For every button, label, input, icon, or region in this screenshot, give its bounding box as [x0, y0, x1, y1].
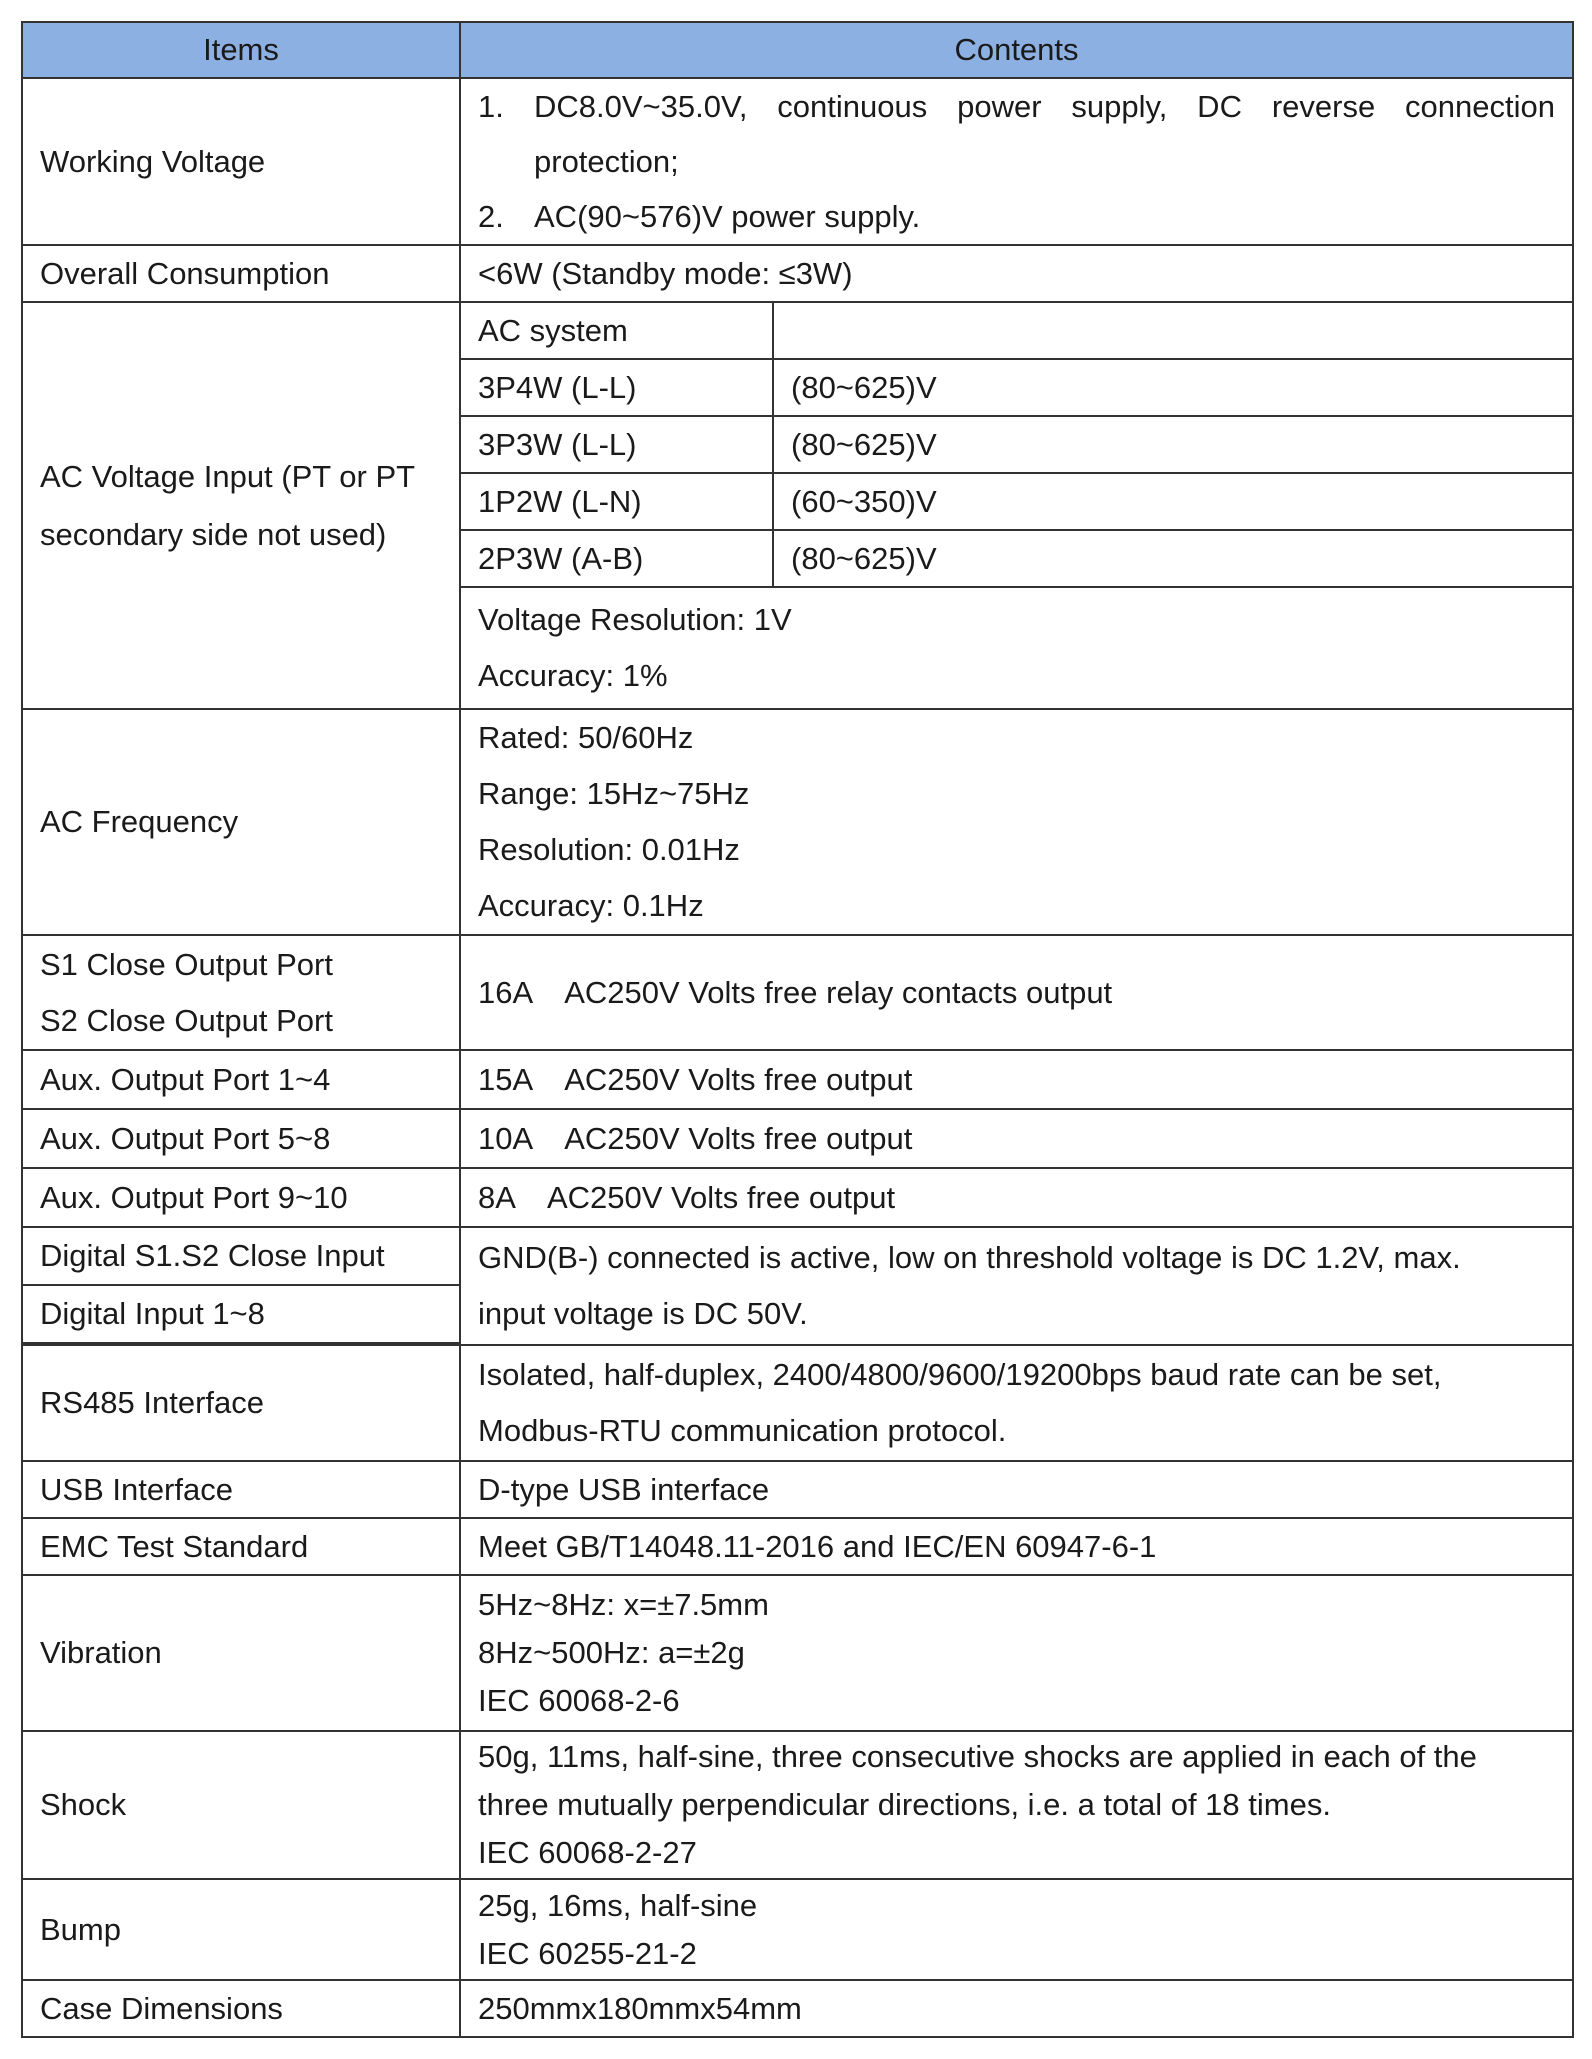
- ac-system-range: (80~625)V: [773, 530, 1573, 587]
- digital-input-value-line1: GND(B-) connected is active, low on threshold voltage is DC 1.2V, max.: [478, 1240, 1461, 1275]
- ac-system-name: 3P3W (L-L): [460, 416, 773, 473]
- header-contents: Contents: [460, 22, 1573, 78]
- frequency-rated: Rated: 50/60Hz: [478, 720, 694, 755]
- table-row-case-dimensions: [22, 1980, 1573, 2037]
- ac-system-row: [460, 359, 1573, 416]
- emc-label: EMC Test Standard: [22, 1518, 460, 1575]
- table-row-aux-5-8: [22, 1109, 1573, 1168]
- table-row-ac-frequency: [22, 709, 1573, 935]
- overall-consumption-value: <6W (Standby mode: ≤3W): [460, 245, 1573, 302]
- frequency-accuracy: Accuracy: 0.1Hz: [478, 888, 704, 923]
- vibration-label: Vibration: [22, 1575, 460, 1731]
- table-row-rs485: [22, 1345, 1573, 1461]
- vibration-line: 8Hz~500Hz: a=±2g: [478, 1635, 745, 1670]
- ac-system-name: 1P2W (L-N): [460, 473, 773, 530]
- frequency-resolution: Resolution: 0.01Hz: [478, 832, 740, 867]
- close-output-label-s2: S2 Close Output Port: [40, 1002, 333, 1038]
- ac-voltage-input-label-line1: AC Voltage Input (PT or PT: [40, 458, 416, 494]
- working-voltage-item-1: [478, 79, 1555, 189]
- list-text: DC8.0V~35.0V, continuous power supply, DC reverse connection protection;: [534, 89, 1555, 179]
- bump-label: Bump: [22, 1879, 460, 1980]
- table-row-emc: [22, 1518, 1573, 1575]
- bump-value: [460, 1879, 1573, 1980]
- ac-frequency-label: AC Frequency: [22, 709, 460, 935]
- case-dimensions-value: 250mmx180mmx54mm: [460, 1980, 1573, 2037]
- bump-line: IEC 60255-21-2: [478, 1935, 697, 1971]
- working-voltage-value: [460, 78, 1573, 245]
- emc-value: Meet GB/T14048.11-2016 and IEC/EN 60947-6-1: [460, 1518, 1573, 1575]
- vibration-line: 5Hz~8Hz: x=±7.5mm: [478, 1587, 769, 1622]
- ac-voltage-input-label-line2: secondary side not used): [40, 516, 387, 552]
- close-output-label: [22, 935, 460, 1050]
- ac-system-range: (60~350)V: [773, 473, 1573, 530]
- aux-1-4-label: Aux. Output Port 1~4: [22, 1050, 460, 1109]
- ac-system-name: 2P3W (A-B): [460, 530, 773, 587]
- aux-9-10-label: Aux. Output Port 9~10: [22, 1168, 460, 1227]
- table-row-bump: [22, 1879, 1573, 1980]
- ac-voltage-input-value: [460, 302, 1573, 709]
- close-output-label-s1: S1 Close Output Port: [40, 946, 333, 982]
- voltage-resolution: Voltage Resolution: 1V: [478, 602, 792, 637]
- rs485-value: [460, 1345, 1573, 1461]
- header-row: [22, 22, 1573, 78]
- list-text: AC(90~576)V power supply.: [534, 199, 921, 234]
- ac-system-range: [773, 302, 1573, 359]
- table-row-usb: [22, 1461, 1573, 1518]
- digital-input-value-line2: input voltage is DC 50V.: [478, 1296, 808, 1331]
- vibration-value: [460, 1575, 1573, 1731]
- overall-consumption-label: Overall Consumption: [22, 245, 460, 302]
- ac-voltage-input-label: [22, 302, 460, 709]
- ac-system-row: [460, 473, 1573, 530]
- rs485-value-line1: Isolated, half-duplex, 2400/4800/9600/19200bps baud rate can be set,: [478, 1357, 1442, 1392]
- shock-line: IEC 60068-2-27: [478, 1835, 697, 1870]
- aux-5-8-value: 10A AC250V Volts free output: [460, 1109, 1573, 1168]
- case-dimensions-label: Case Dimensions: [22, 1980, 460, 2037]
- spec-table: [21, 21, 1574, 2038]
- ac-system-row: [460, 302, 1573, 359]
- table-row-aux-9-10: [22, 1168, 1573, 1227]
- list-number: 2.: [478, 199, 504, 234]
- table-row-working-voltage: [22, 78, 1573, 245]
- ac-system-row: [460, 530, 1573, 587]
- table-row-overall-consumption: [22, 245, 1573, 302]
- table-row-vibration: [22, 1575, 1573, 1731]
- ac-system-row: [460, 416, 1573, 473]
- close-output-value: 16A AC250V Volts free relay contacts output: [460, 935, 1573, 1050]
- digital-close-input-label: Digital S1.S2 Close Input: [22, 1227, 460, 1285]
- ac-system-range: (80~625)V: [773, 416, 1573, 473]
- ac-system-range: (80~625)V: [773, 359, 1573, 416]
- digital-input-1-8-label: Digital Input 1~8: [22, 1285, 460, 1343]
- table-row-aux-1-4: [22, 1050, 1573, 1109]
- usb-value: D-type USB interface: [460, 1461, 1573, 1518]
- ac-system-subtable: [459, 301, 1574, 588]
- usb-label: USB Interface: [22, 1461, 460, 1518]
- ac-system-name: AC system: [460, 302, 773, 359]
- table-row-shock: [22, 1731, 1573, 1879]
- ac-system-name: 3P4W (L-L): [460, 359, 773, 416]
- header-items: Items: [22, 22, 460, 78]
- vibration-line: IEC 60068-2-6: [478, 1683, 680, 1718]
- shock-label: Shock: [22, 1731, 460, 1879]
- frequency-range: Range: 15Hz~75Hz: [478, 776, 750, 811]
- bump-line: 25g, 16ms, half-sine: [478, 1887, 758, 1923]
- ac-frequency-value: [460, 709, 1573, 935]
- digital-input-value: [460, 1227, 1573, 1345]
- ac-voltage-notes: [461, 588, 1572, 708]
- digital-input-label: [22, 1227, 460, 1345]
- voltage-accuracy: Accuracy: 1%: [478, 658, 668, 693]
- shock-line: 50g, 11ms, half-sine, three consecutive shocks are applied in each of the: [478, 1739, 1477, 1774]
- table-row-digital-input: [22, 1227, 1573, 1345]
- table-row-ac-voltage-input: [22, 302, 1573, 709]
- digital-label-subtable: [21, 1226, 461, 1344]
- shock-value: [460, 1731, 1573, 1879]
- table-row-close-output: [22, 935, 1573, 1050]
- list-number: 1.: [478, 89, 504, 124]
- aux-1-4-value: 15A AC250V Volts free output: [460, 1050, 1573, 1109]
- working-voltage-label: Working Voltage: [22, 78, 460, 245]
- shock-line: three mutually perpendicular directions, i.e. a total of 18 times.: [478, 1787, 1331, 1822]
- rs485-value-line2: Modbus-RTU communication protocol.: [478, 1413, 1007, 1448]
- rs485-label: RS485 Interface: [22, 1345, 460, 1461]
- aux-9-10-value: 8A AC250V Volts free output: [460, 1168, 1573, 1227]
- working-voltage-item-2: [478, 189, 1555, 244]
- aux-5-8-label: Aux. Output Port 5~8: [22, 1109, 460, 1168]
